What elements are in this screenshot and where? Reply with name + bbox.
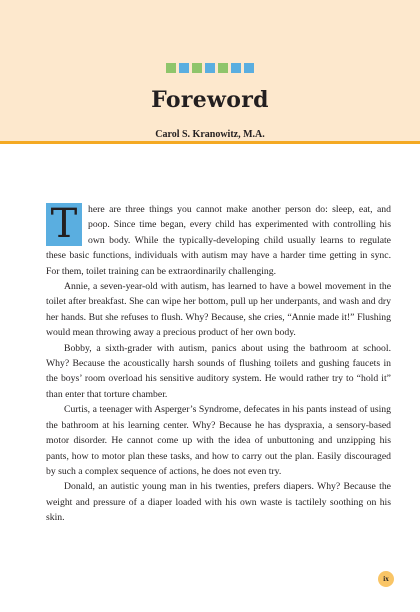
body-text [46,202,391,526]
paragraph-curtis: Curtis, a teenager with Asperger’s Syndrome, defecates in his pants instead of using the bathroom at his learning center. Why? Because he has dyspraxia, a sensory-based motor disorder. He cannot come up with the idea of unbuttoning and unzipping his pants, how to motor plan these tasks, and how to carry out the plan. Easily discouraged by such a complex sequence of actions, he does not even try. [46,404,391,477]
paragraph-annie: Annie, a seven-year-old with autism, has learned to have a bowel movement in the toilet after breakfast. She can wipe her bottom, pull up her underpants, and wash and dry her hands. But she refuses to flush. Why? Because, she cries, “Annie made it!” Flushing would mean throwing away a precious product of her own body. [46,281,391,339]
ornament-square [166,63,176,73]
ornament-square [244,63,254,73]
title-ornament [0,63,420,73]
page-number: ix [378,571,394,587]
ornament-square [205,63,215,73]
paragraph-1-text: here are three things you cannot make another person do: sleep, eat, and poop. Since time began, every child has experimented with controlling his own body. While the typically-developing child usually learns to regulate these basic functions, individuals with autism may have a harder time getting in sync. For them, toilet training can be extraordinarily challenging. [46,204,391,277]
ornament-square [179,63,189,73]
header-band [0,0,420,144]
paragraph-1 [46,202,391,279]
paragraph-donald: Donald, an autistic young man in his twenties, prefers diapers. Why? Because the weight and pressure of a diaper loaded with his own waste is tactilely soothing on his skin. [46,481,391,524]
author-name: Carol S. Kranowitz, M.A. [155,129,265,140]
drop-cap: T [46,203,82,246]
ornament-square [218,63,228,73]
ornament-square [231,63,241,73]
page-title: Foreword [151,87,269,113]
paragraph-bobby: Bobby, a sixth-grader with autism, panics about using the bathroom at school. Why? Because the acoustically harsh sounds of flushing toilets and gushing faucets in the boys’ room overload his sensitive auditory system. He would rather try to “hold it” than enter that torture chamber. [46,342,391,400]
ornament-square [192,63,202,73]
